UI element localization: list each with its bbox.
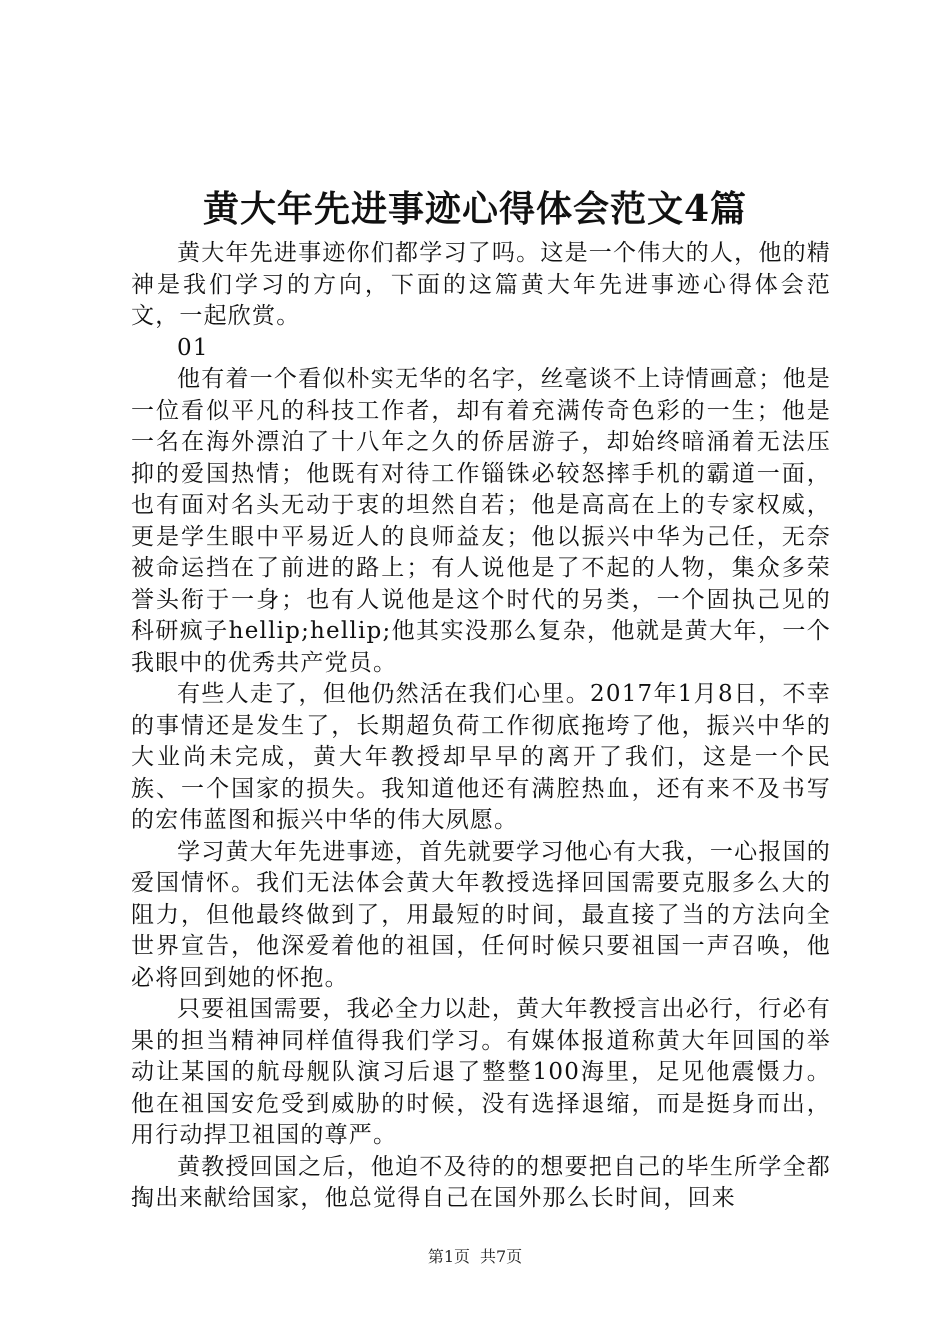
intro-paragraph: 黄大年先进事迹你们都学习了吗。这是一个伟大的人，他的精神是我们学习的方向，下面的这篇黄大年先进事迹心得体会范文，一起欣赏。 [131,240,831,329]
body-paragraph: 学习黄大年先进事迹，首先就要学习他心有大我，一心报国的爱国情怀。我们无法体会黄大年教授选择回国需要克服多么大的阻力，但他最终做到了，用最短的时间，最直接了当的方法向全世界宣告，他深爱着他的祖国，任何时候只要祖国一声召唤，他必将回到她的怀抱。 [131,838,831,991]
page-footer [0,1247,950,1267]
body-paragraph: 只要祖国需要，我必全力以赴，黄大年教授言出必行，行必有果的担当精神同样值得我们学习。有媒体报道称黄大年回国的举动让某国的航母舰队演习后退了整整100海里，足见他震慑力。他在祖国安危受到威胁的时候，没有选择退缩，而是挺身而出，用行动捍卫祖国的尊严。 [131,996,831,1148]
body-paragraph: 有些人走了，但他仍然活在我们心里。2017年1月8日，不幸的事情还是发生了，长期超负荷工作彻底拖垮了他，振兴中华的大业尚未完成，黄大年教授却早早的离开了我们，这是一个民族、一个国家的损失。我知道他还有满腔热血，还有来不及书写的宏伟蓝图和振兴中华的伟大夙愿。 [131,681,831,833]
section-number: 01 [177,334,209,361]
body-paragraph: 他有着一个看似朴实无华的名字，丝毫谈不上诗情画意；他是一位看似平凡的科技工作者，却有着充满传奇色彩的一生；他是一名在海外漂泊了十八年之久的侨居游子，却始终暗涌着无法压抑的爱国热情；他既有对待工作锱铢必较怒摔手机的霸道一面，也有面对名头无动于衷的坦然自若；他是高高在上的专家权威，更是学生眼中平易近人的良师益友；他以振兴中华为己任，无奈被命运挡在了前进的路上；有人说他是了不起的人物，集众多荣誉头衔于一身；也有人说他是这个时代的另类，一个固执己见的科研疯子hellip;hellip;他其实没那么复杂，他就是黄大年，一个我眼中的优秀共产党员。 [131,366,831,676]
document-title: 黄大年先进事迹心得体会范文4篇 [202,188,748,230]
page-number: 第1页 [427,1247,470,1266]
document-body [131,238,831,1215]
page-total: 共7页 [480,1247,523,1266]
body-paragraph: 黄教授回国之后，他迫不及待的的想要把自己的毕生所学全都掏出来献给国家，他总觉得自己在国外那么长时间，回来 [131,1153,831,1211]
